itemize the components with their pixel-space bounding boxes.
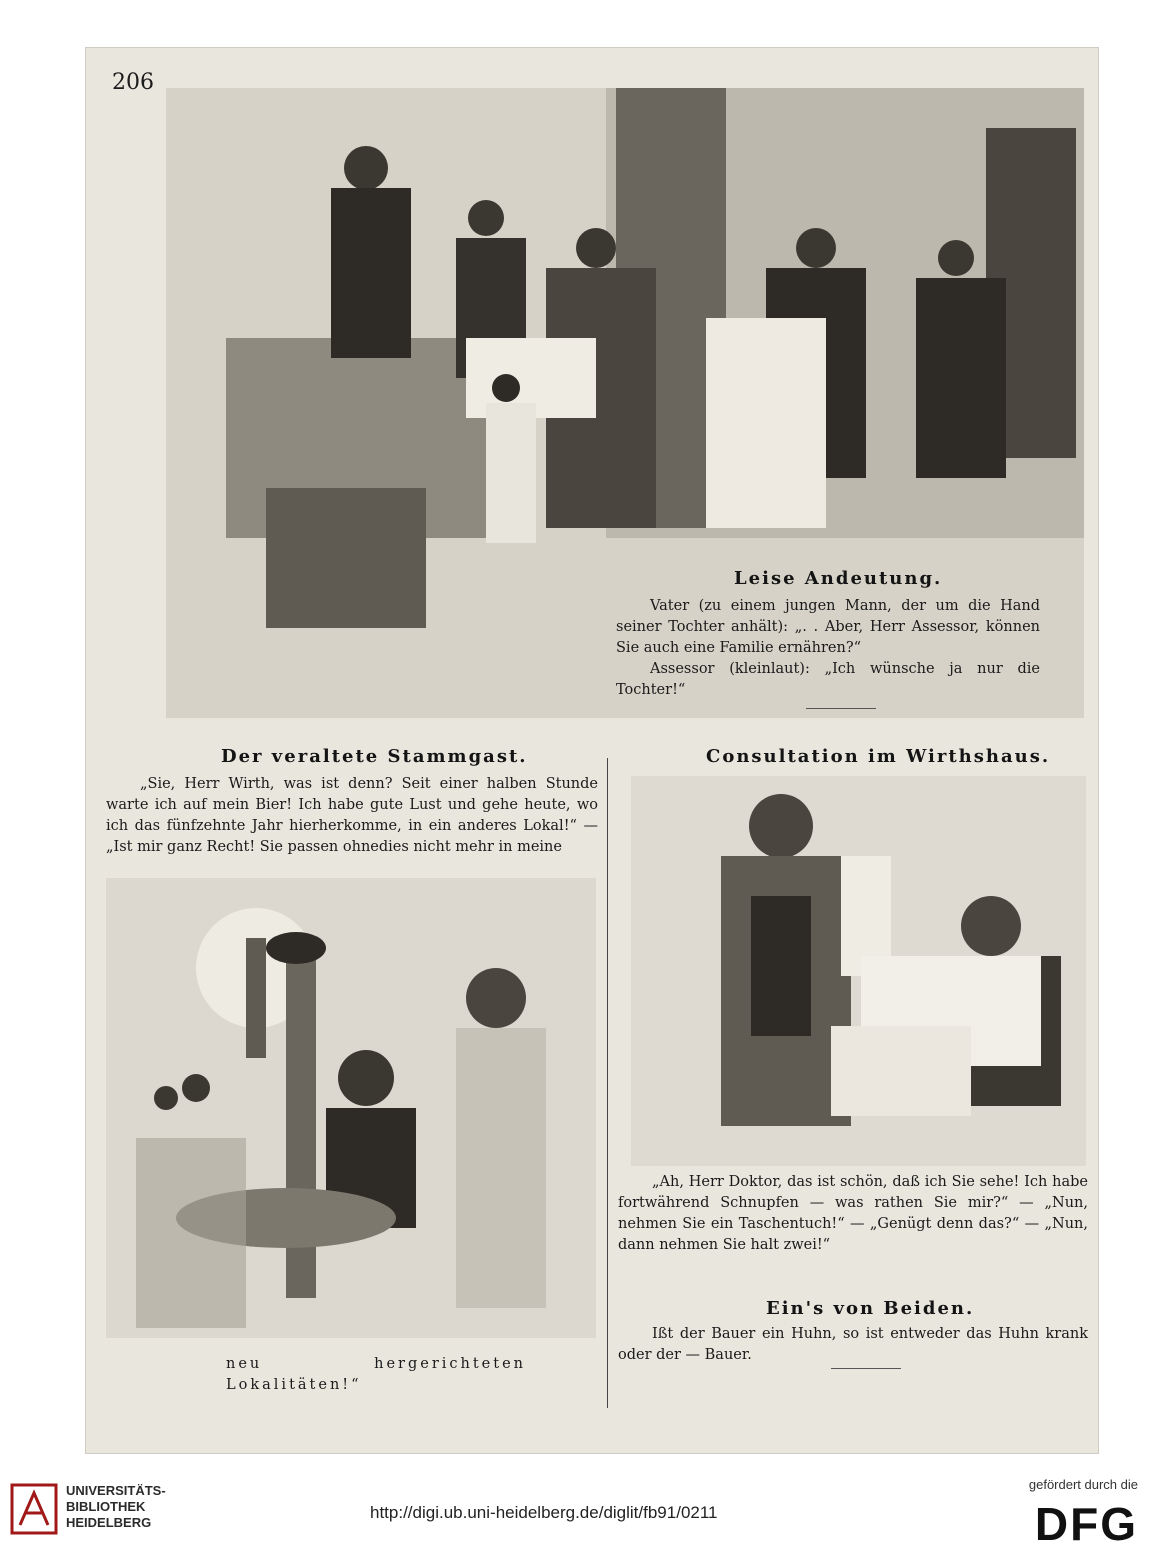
permalink-url[interactable]: http://digi.ub.uni-heidelberg.de/diglit/fb91/0211 (370, 1503, 718, 1522)
article-title-consultation: Consultation im Wirthshaus. (706, 746, 1051, 767)
article-continuation-stammgast: neu hergerichteten Lokalitäten!“ (226, 1356, 526, 1393)
article-title-leise-andeutung: Leise Andeutung. (734, 568, 943, 589)
magazine-page (86, 48, 1098, 1453)
separator-rule-bottom (831, 1368, 901, 1369)
article-title-stammgast: Der veraltete Stammgast. (221, 746, 528, 767)
column-divider (607, 758, 608, 1408)
funding-note: gefördert durch die (1028, 1477, 1138, 1492)
viewer-footer (0, 1465, 1152, 1553)
library-name-line1: UNIVERSITÄTS- (66, 1483, 166, 1498)
illustration-tavern-regular (106, 878, 596, 1338)
article-body-stammgast: „Sie, Herr Wirth, was ist denn? Seit einer halben Stunde warte ich auf mein Bier! Ich habe gute Lust und gehe heute, wo ich das fünfzehnte Jahr hierherkomme, in ein anderes Lokal!“ — „Ist mir ganz Recht! Sie passen ohnedies nicht mehr in meine (106, 776, 598, 855)
article-body-eins-von-beiden: Ißt der Bauer ein Huhn, so ist entweder das Huhn krank oder der — Bauer. (618, 1326, 1088, 1363)
university-library-logo-icon (10, 1483, 58, 1535)
library-name-line2: BIBLIOTHEK (66, 1499, 146, 1514)
page-number: 206 (112, 70, 154, 95)
article-body-consultation: „Ah, Herr Doktor, das ist schön, daß ich Sie sehe! Ich habe fortwährend Schnupfen — was rathen Sie mir?“ — „Nun, nehmen Sie ein Taschentuch!“ — „Genügt denn das?“ — „Nun, dann nehmen Sie halt zwei!“ (618, 1174, 1088, 1253)
dialogue-vater: Vater (zu einem jungen Mann, der um die Hand seiner Tochter anhält): „. . Aber, Herr Assessor, können Sie auch eine Familie ernähren?“ (616, 598, 1040, 656)
dialogue-assessor: Assessor (kleinlaut): „Ich wünsche ja nur die Tochter!“ (616, 661, 1040, 698)
dfg-logo: DFG (1034, 1498, 1138, 1550)
library-name-line3: HEIDELBERG (66, 1515, 152, 1530)
illustration-doctor-consultation (631, 776, 1086, 1166)
article-title-eins-von-beiden: Ein's von Beiden. (766, 1298, 975, 1319)
article-body-leise-andeutung (616, 596, 1040, 701)
library-name (66, 1483, 166, 1531)
separator-rule (806, 708, 876, 709)
